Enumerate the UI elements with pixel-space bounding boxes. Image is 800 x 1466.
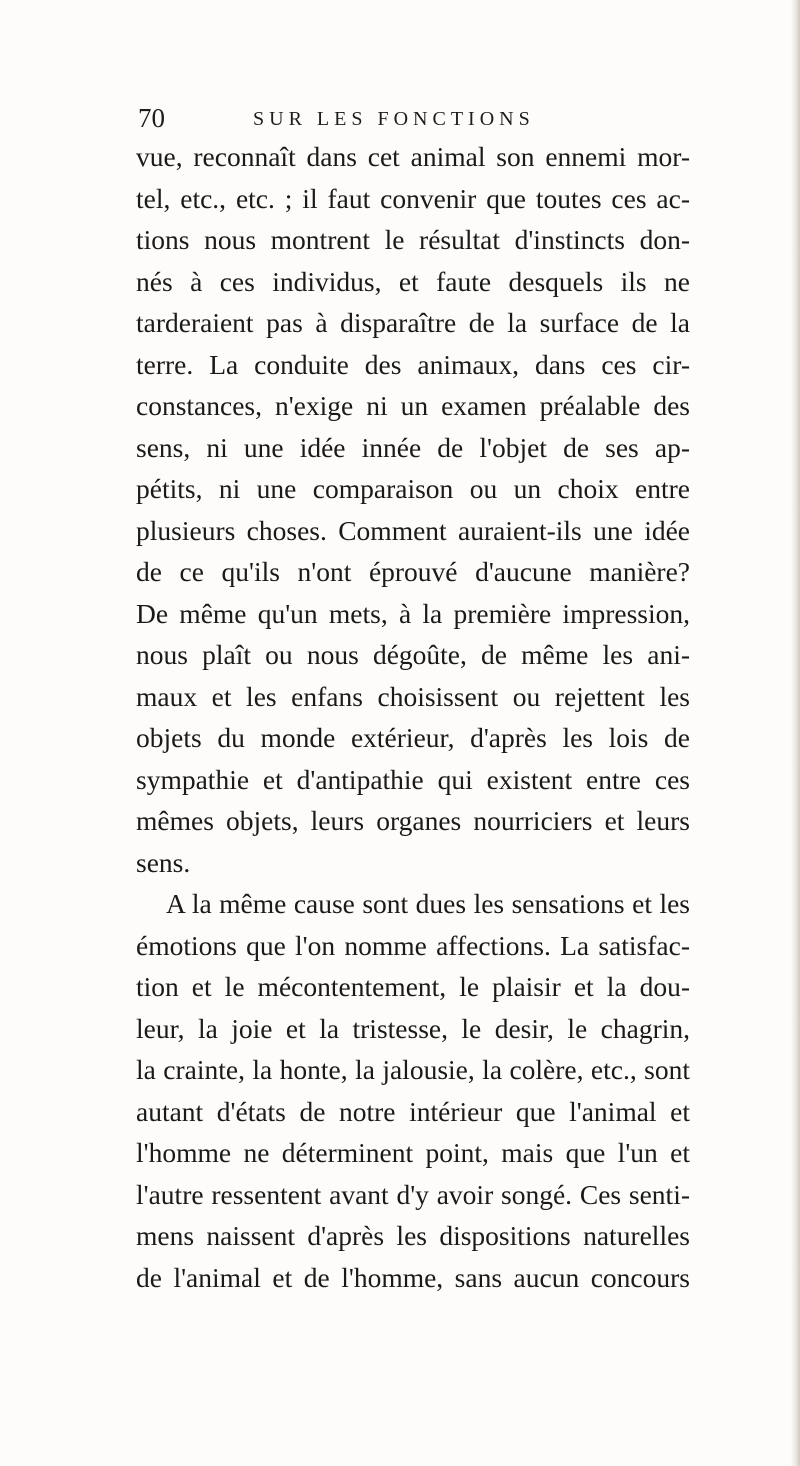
text-line: maux et les enfans choisissent ou rejettent les: [136, 680, 690, 712]
text-line: de l'animal et de l'homme, sans aucun concours: [136, 1261, 690, 1293]
body-text: [136, 136, 690, 1298]
page-edge-shadow: [790, 0, 800, 1466]
text-line: l'homme ne déterminent point, mais que l'un et: [136, 1137, 690, 1168]
text-line: autant d'états de notre intérieur que l'animal et: [136, 1095, 690, 1127]
text-line: De même qu'un mets, à la première impression,: [136, 597, 690, 629]
page-number: 70: [138, 103, 165, 133]
text-line: plusieurs choses. Comment auraient-ils une idée: [136, 514, 690, 546]
text-line: la crainte, la honte, la jalousie, la colère, etc., sont: [136, 1054, 690, 1085]
text-line: vue, reconnaît dans cet animal son ennemi mor-: [136, 141, 690, 172]
text-line: tarderaient pas à disparaître de la surface de la: [136, 307, 690, 338]
text-line: A la même cause sont dues les sensations et les: [166, 888, 690, 919]
text-line: objets du monde extérieur, d'après les lois de: [136, 722, 690, 753]
text-line: mêmes objets, leurs organes nourriciers et leurs: [136, 805, 690, 836]
text-line: constances, n'exige ni un examen préalable des: [136, 390, 690, 421]
text-line: tel, etc., etc. ; il faut convenir que toutes ces ac-: [136, 182, 690, 214]
text-line: sens, ni une idée innée de l'objet de ses ap-: [136, 431, 690, 463]
text-line: sympathie et d'antipathie qui existent entre ces: [136, 763, 690, 795]
text-line: terre. La conduite des animaux, dans ces cir-: [136, 348, 690, 380]
running-title: SUR LES FONCTIONS: [253, 108, 535, 130]
text-line: nés à ces individus, et faute desquels ils ne: [136, 265, 690, 297]
text-line: mens naissent d'après les dispositions naturelles: [136, 1220, 690, 1251]
running-header: [138, 100, 698, 140]
text-line: nous plaît ou nous dégoûte, de même les ani-: [136, 639, 690, 670]
text-line: tion et le mécontentement, le plaisir et la dou-: [136, 971, 690, 1002]
text-line: pétits, ni une comparaison ou un choix entre: [136, 473, 690, 504]
text-line: leur, la joie et la tristesse, le desir, le chagrin,: [136, 1012, 690, 1044]
text-line: tions nous montrent le résultat d'instincts don-: [136, 224, 690, 255]
text-line: l'autre ressentent avant d'y avoir songé. Ces senti-: [136, 1178, 690, 1210]
text-line: émotions que l'on nomme affections. La satisfac-: [136, 929, 690, 961]
text-line: de ce qu'ils n'ont éprouvé d'aucune manière?: [136, 556, 690, 587]
text-line: sens.: [136, 846, 191, 878]
